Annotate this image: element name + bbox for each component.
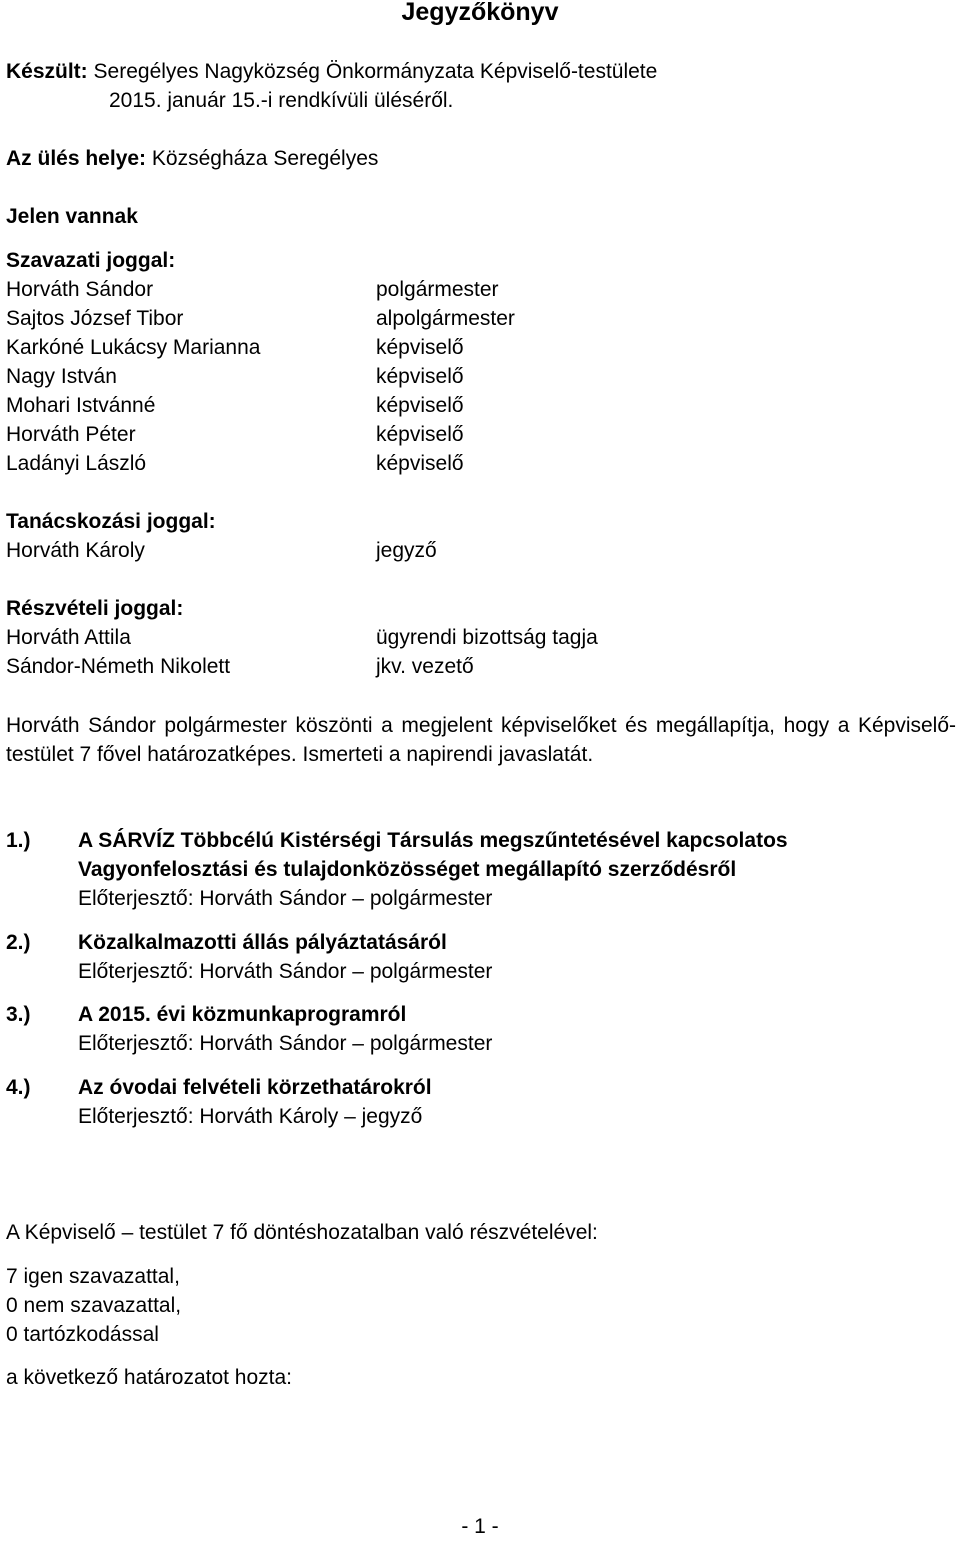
member-name: Mohari Istvánné	[6, 394, 156, 417]
agenda-presenter: Előterjesztő: Horváth Károly – jegyző	[78, 1105, 423, 1128]
intro-paragraph: Horváth Sándor polgármester köszönti a megjelent képviselőket és megállapítja, hogy a Képviselő-testület 7 fővel határozatképes. Ismerteti a napirendi javaslatát.	[6, 714, 956, 766]
vote-outcome: a következő határozatot hozta:	[6, 1366, 293, 1389]
member-name: Sajtos József Tibor	[6, 307, 184, 330]
agenda-title: A SÁRVÍZ Többcélú Kistérségi Társulás megszűntetésével kapcsolatos	[78, 829, 788, 852]
member-role: képviselő	[376, 365, 464, 388]
member-role: polgármester	[376, 278, 499, 301]
member-role: jegyző	[376, 539, 437, 562]
agenda-number: 2.)	[6, 931, 31, 954]
member-role: alpolgármester	[376, 307, 515, 330]
member-role: képviselő	[376, 452, 464, 475]
member-role: képviselő	[376, 336, 464, 359]
participation-rights-heading: Részvételi joggal:	[6, 597, 184, 620]
member-role: ügyrendi bizottság tagja	[376, 626, 598, 649]
keszult-line	[6, 57, 657, 86]
present-heading: Jelen vannak	[6, 205, 138, 228]
member-name: Horváth Attila	[6, 626, 131, 649]
member-role: képviselő	[376, 394, 464, 417]
agenda-presenter: Előterjesztő: Horváth Sándor – polgármester	[78, 1032, 493, 1055]
keszult-text: Seregélyes Nagyközség Önkormányzata Képviselő-testülete	[93, 60, 658, 83]
member-role: jkv. vezető	[376, 655, 474, 678]
member-name: Nagy István	[6, 365, 117, 388]
member-name: Karkóné Lukácsy Marianna	[6, 336, 261, 359]
agenda-title: A 2015. évi közmunkaprogramról	[78, 1003, 407, 1026]
vote-no: 0 nem szavazattal,	[6, 1294, 182, 1317]
advisory-rights-heading: Tanácskozási joggal:	[6, 510, 216, 533]
vote-intro: A Képviselő – testület 7 fő döntéshozatalban való részvételével:	[6, 1221, 598, 1244]
agenda-number: 3.)	[6, 1003, 31, 1026]
agenda-title: Közalkalmazotti állás pályáztatásáról	[78, 931, 447, 954]
agenda-number: 4.)	[6, 1076, 31, 1099]
member-name: Horváth Sándor	[6, 278, 154, 301]
agenda-number: 1.)	[6, 829, 31, 852]
member-name: Horváth Károly	[6, 539, 145, 562]
voting-rights-heading: Szavazati joggal:	[6, 249, 176, 272]
agenda-presenter: Előterjesztő: Horváth Sándor – polgármester	[78, 960, 493, 983]
vote-yes: 7 igen szavazattal,	[6, 1265, 180, 1288]
meeting-place-value: Községháza Seregélyes	[151, 147, 379, 170]
agenda-title-line2: Vagyonfelosztási és tulajdonközösséget megállapító szerződésről	[78, 858, 737, 881]
member-name: Horváth Péter	[6, 423, 136, 446]
page-number: - 1 -	[461, 1515, 499, 1538]
meeting-place-label: Az ülés helye:	[6, 147, 147, 170]
member-name: Ladányi László	[6, 452, 147, 475]
member-role: képviselő	[376, 423, 464, 446]
vote-abstain: 0 tartózkodással	[6, 1323, 159, 1346]
keszult-text-line2: 2015. január 15.-i rendkívüli üléséről.	[109, 89, 454, 112]
meeting-place	[6, 144, 378, 173]
member-name: Sándor-Németh Nikolett	[6, 655, 231, 678]
agenda-presenter: Előterjesztő: Horváth Sándor – polgármester	[78, 887, 493, 910]
keszult-label: Készült:	[6, 60, 88, 83]
document-title: Jegyzőkönyv	[401, 0, 559, 26]
agenda-title: Az óvodai felvételi körzethatárokról	[78, 1076, 432, 1099]
